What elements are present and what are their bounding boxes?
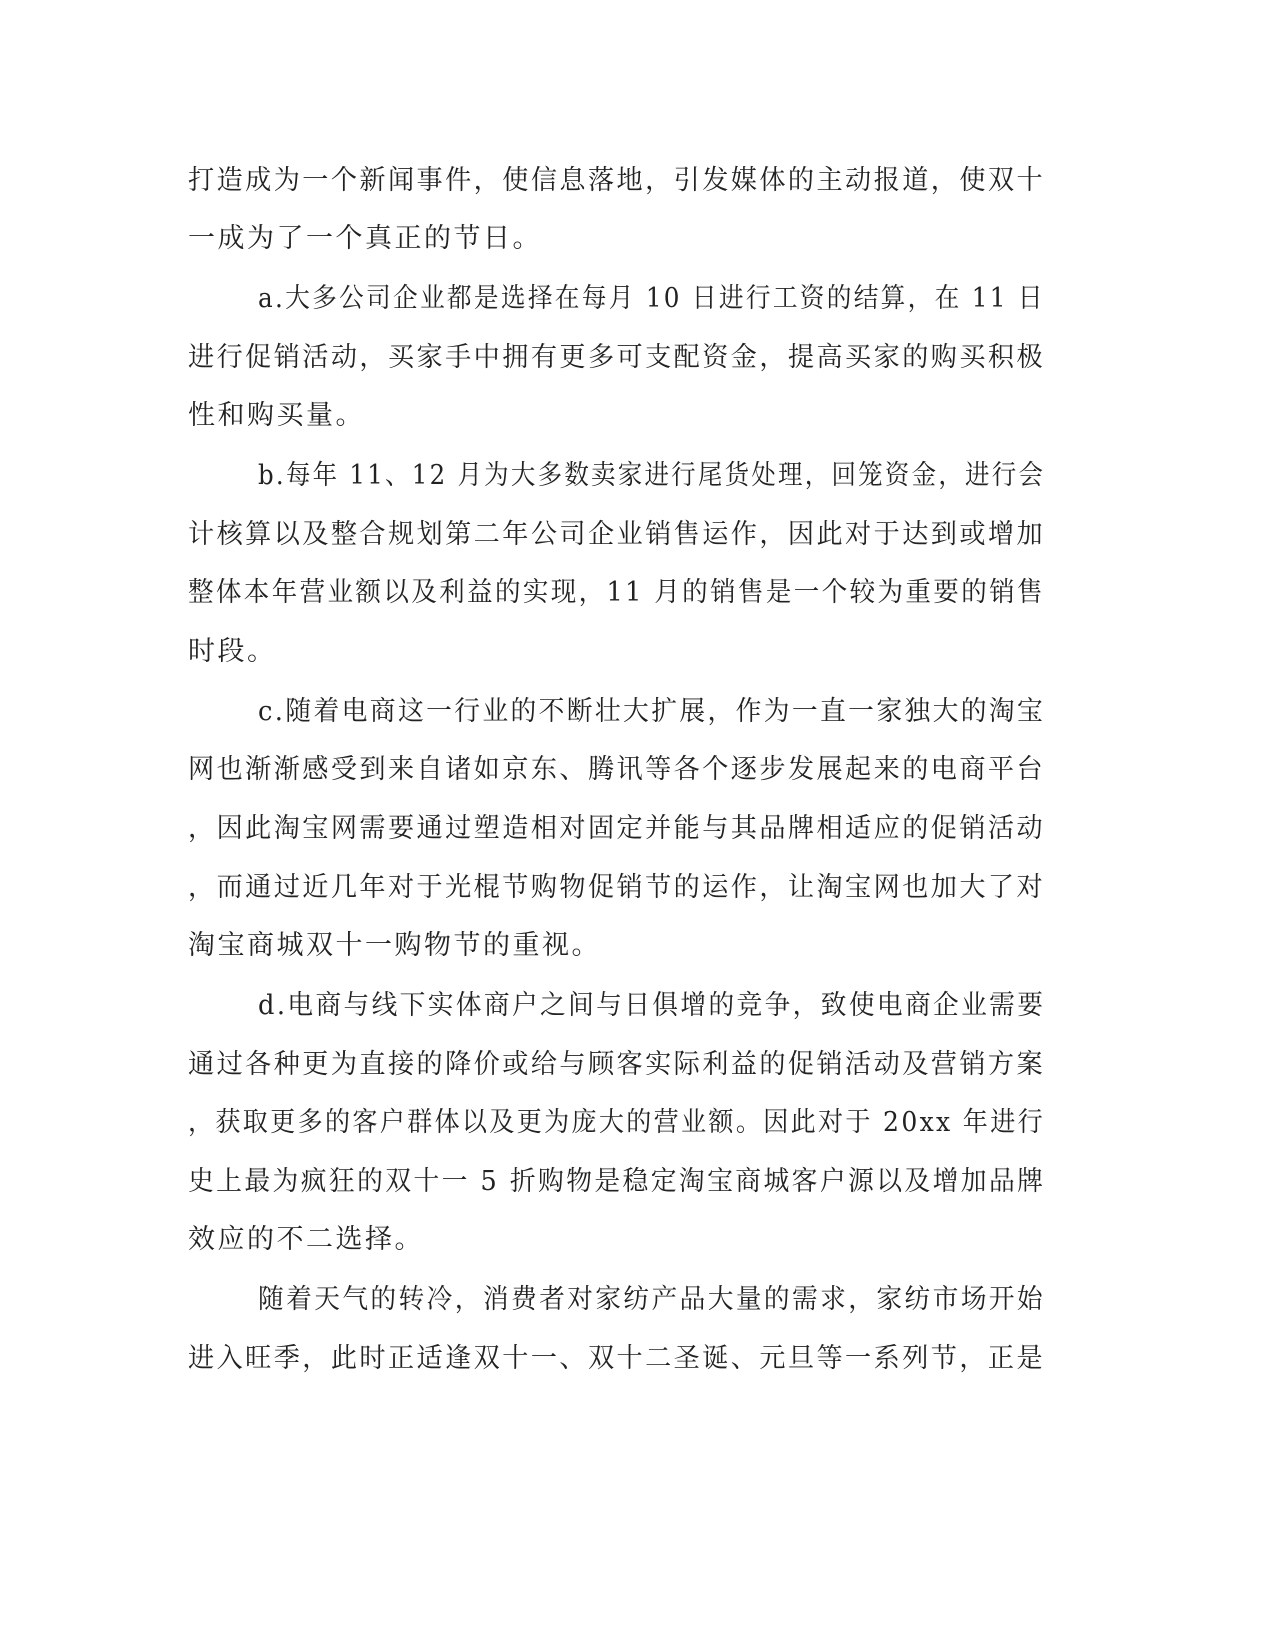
text-line-12: ，因此淘宝网需要通过塑造相对固定并能与其品牌相适应的促销活动 xyxy=(188,813,1046,844)
text-line-15: d.电商与线下实体商户之间与日俱增的竞争，致使电商企业需要 xyxy=(258,990,1046,1021)
text-line-13: ，而通过近几年对于光棍节购物促销节的运作，让淘宝网也加大了对 xyxy=(188,872,1046,903)
text-line-6: b.每年 11、12 月为大多数卖家进行尾货处理，回笼资金，进行会 xyxy=(258,460,1046,491)
text-line-17: ，获取更多的客户群体以及更为庞大的营业额。因此对于 20xx 年进行 xyxy=(188,1107,1045,1138)
text-line-2: 一成为了一个真正的节日。 xyxy=(188,223,542,254)
text-line-8: 整体本年营业额以及利益的实现，11 月的销售是一个较为重要的销售 xyxy=(188,577,1045,608)
text-line-1: 打造成为一个新闻事件，使信息落地，引发媒体的主动报道，使双十 xyxy=(188,165,1046,196)
text-line-14: 淘宝商城双十一购物节的重视。 xyxy=(188,930,601,961)
text-line-11: 网也渐渐感受到来自诸如京东、腾讯等各个逐步发展起来的电商平台 xyxy=(188,754,1046,785)
text-line-7: 计核算以及整合规划第二年公司企业销售运作，因此对于达到或增加 xyxy=(188,519,1046,550)
text-line-18: 史上最为疯狂的双十一 5 折购物是稳定淘宝商城客户源以及增加品牌 xyxy=(188,1166,1046,1197)
text-line-19: 效应的不二选择。 xyxy=(188,1224,424,1255)
text-line-20: 随着天气的转冷，消费者对家纺产品大量的需求，家纺市场开始 xyxy=(258,1284,1046,1315)
text-line-10: c.随着电商这一行业的不断壮大扩展，作为一直一家独大的淘宝 xyxy=(258,696,1046,727)
text-line-3: a.大多公司企业都是选择在每月 10 日进行工资的结算，在 11 日 xyxy=(258,283,1045,314)
text-line-21: 进入旺季，此时正适逢双十一、双十二圣诞、元旦等一系列节，正是 xyxy=(188,1343,1046,1374)
text-line-16: 通过各种更为直接的降价或给与顾客实际利益的促销活动及营销方案 xyxy=(188,1049,1046,1080)
text-line-5: 性和购买量。 xyxy=(188,400,365,431)
text-line-4: 进行促销活动，买家手中拥有更多可支配资金，提高买家的购买积极 xyxy=(188,342,1046,373)
text-line-9: 时段。 xyxy=(188,636,277,667)
